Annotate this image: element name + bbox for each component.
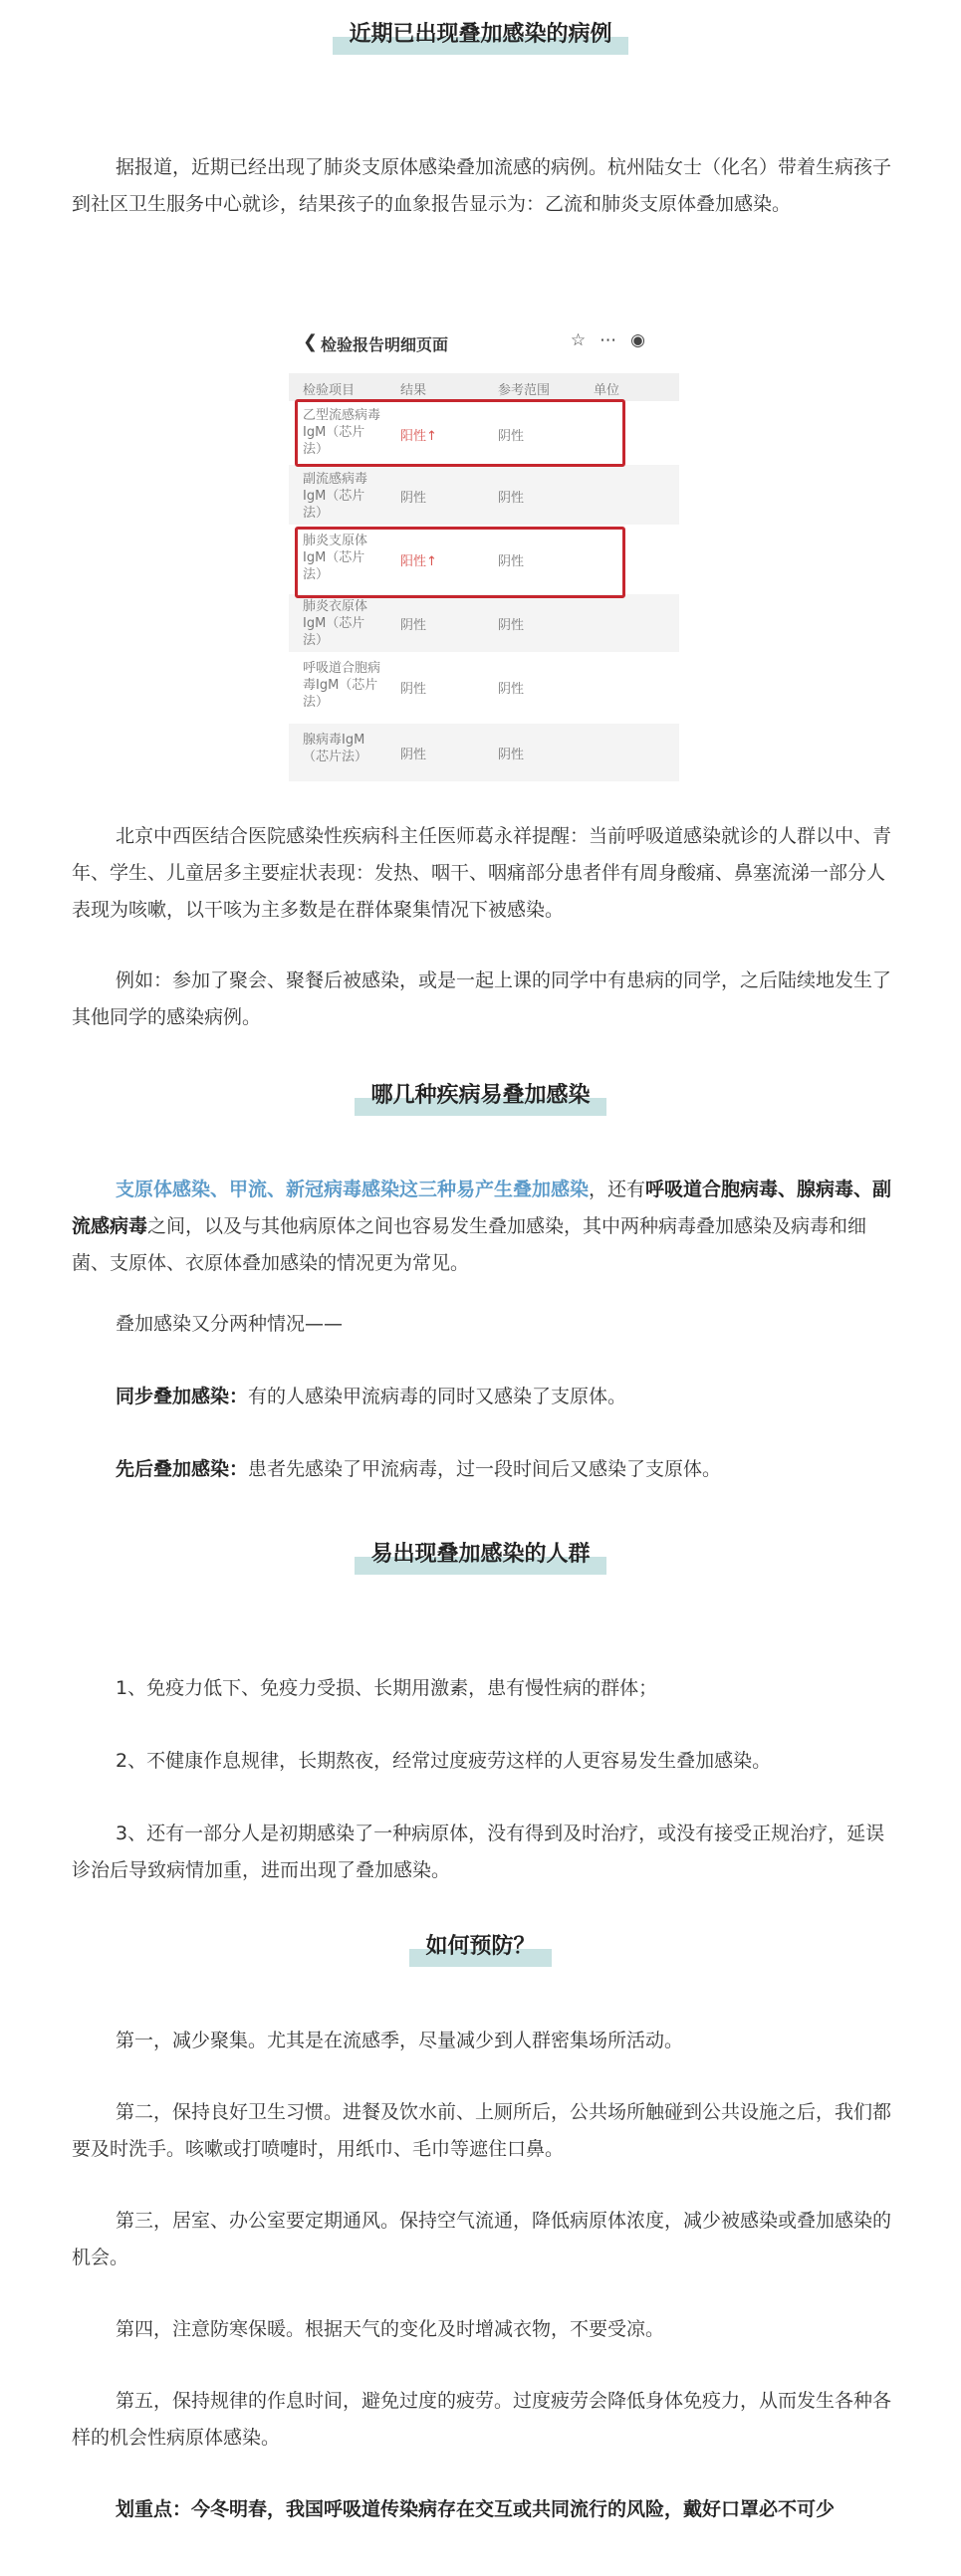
section-heading-prevention: [0, 1930, 961, 1964]
heading-text: 易出现叠加感染的人群: [355, 1538, 605, 1572]
text-rest: 之间，以及与其他病原体之间也容易发生叠加感染，其中两种病毒叠加感染及病毒和细菌、支原体、衣原体叠加感染的情况更为常见。: [72, 1215, 867, 1274]
row-result: 阳性↑: [400, 554, 437, 569]
section-heading-diseases: [0, 1079, 961, 1113]
back-chevron-icon: ❮: [303, 331, 319, 352]
list-item-3: 3、还有一部分人是初期感染了一种病原体，没有得到及时治疗，或没有接受正规治疗，延误诊治后导致病情加重，进而出现了叠加感染。: [72, 1823, 885, 1881]
row-ref: 阴性: [498, 491, 525, 506]
text-sequential: 患者先感染了甲流病毒，过一段时间后又感染了支原体。: [248, 1458, 722, 1480]
list-item-1: 1、免疫力低下、免疫力受损、长期用激素，患有慢性病的群体；: [116, 1677, 658, 1699]
star-icon: ☆: [570, 330, 601, 350]
row-ref: 阴性: [498, 429, 525, 444]
row-item: 肺炎衣原体IgM（芯片法）: [303, 599, 368, 648]
highlight-box: [295, 399, 625, 467]
section-heading-groups: [0, 1538, 961, 1572]
row-item: 乙型流感病毒IgM（芯片法）: [303, 408, 381, 457]
bold-text: 呼吸道合胞病毒、腺病毒、副流感病毒: [72, 1179, 892, 1237]
heading-text: 哪几种疾病易叠加感染: [355, 1079, 605, 1113]
row-item: 腺病毒IgM（芯片法）: [303, 733, 368, 764]
paragraph-two-types: 叠加感染又分两种情况——: [116, 1313, 344, 1335]
report-row: [289, 652, 679, 724]
col-result: 结果: [400, 383, 427, 398]
prevention-item-4: 第四，注意防寒保暖。根据天气的变化及时增减衣物，不要受凉。: [116, 2318, 665, 2340]
col-item: 检验项目: [303, 383, 356, 398]
row-ref: 阴性: [498, 618, 525, 633]
heading-text: 如何预防？: [409, 1930, 551, 1964]
report-title: 检验报告明细页面: [321, 335, 449, 354]
row-result: 阴性: [400, 682, 427, 697]
highlight-text: 支原体感染、甲流、新冠病毒感染这三种易产生叠加感染: [116, 1179, 590, 1200]
lab-report-screenshot: [289, 314, 679, 781]
paragraph-diseases: [72, 1172, 900, 1282]
label-sequential: 先后叠加感染：: [116, 1458, 249, 1480]
heading-text: 近期已出现叠加感染的病例: [333, 18, 627, 52]
report-titlebar: [289, 314, 679, 373]
paragraph-case-report: 据报道，近期已经出现了肺炎支原体感染叠加流感的病例。杭州陆女士（化名）带着生病孩子到社区卫生服务中心就诊，结果孩子的血象报告显示为：乙流和肺炎支原体叠加感染。: [72, 156, 892, 215]
row-result: 阴性: [400, 748, 427, 762]
report-toolbar: [571, 330, 659, 350]
prevention-item-3: 第三，居室、办公室要定期通风。保持空气流通，降低病原体浓度，减少被感染或叠加感染的机会。: [72, 2210, 892, 2268]
paragraph-sync: [116, 1379, 900, 1415]
text-mid: ，还有: [589, 1179, 646, 1200]
report-row: [289, 594, 679, 652]
report-header-row: [289, 373, 679, 401]
col-unit: 单位: [594, 383, 620, 398]
row-ref: 阴性: [498, 554, 525, 569]
target-icon: ◉: [630, 330, 659, 350]
text-sync: 有的人感染甲流病毒的同时又感染了支原体。: [248, 1386, 627, 1407]
col-ref: 参考范围: [498, 383, 551, 398]
key-point: 划重点：今冬明春，我国呼吸道传染病存在交互或共同流行的风险，戴好口罩必不可少: [116, 2498, 836, 2520]
prevention-item-5: 第五，保持规律的作息时间，避免过度的疲劳。过度疲劳会降低身体免疫力，从而发生各种各样的机会性病原体感染。: [72, 2390, 892, 2449]
row-item: 副流感病毒IgM（芯片法）: [303, 472, 368, 521]
highlight-box: [295, 527, 625, 598]
report-row: [289, 465, 679, 525]
list-item-2: 2、不健康作息规律，长期熬夜，经常过度疲劳这样的人更容易发生叠加感染。: [116, 1750, 772, 1772]
paragraph-doctor-advice: 北京中西医结合医院感染性疾病科主任医师葛永祥提醒：当前呼吸道感染就诊的人群以中、青年、学生、儿童居多主要症状表现：发热、咽干、咽痛部分患者伴有周身酸痛、鼻塞流涕一部分人表现为咳嗽，以干咳为主多数是在群体聚集情况下被感染。: [72, 825, 892, 921]
row-result: 阳性↑: [400, 429, 437, 444]
row-item: 肺炎支原体IgM（芯片法）: [303, 534, 368, 582]
row-ref: 阴性: [498, 682, 525, 697]
row-ref: 阴性: [498, 748, 525, 762]
more-icon: ⋯: [600, 330, 631, 350]
paragraph-sequential: [116, 1451, 900, 1488]
row-item: 呼吸道合胞病毒IgM（芯片法）: [303, 661, 381, 710]
prevention-item-1: 第一，减少聚集。尤其是在流感季，尽量减少到人群密集场所活动。: [116, 2030, 684, 2051]
section-heading-cases: [0, 18, 961, 52]
paragraph-example: 例如：参加了聚会、聚餐后被感染，或是一起上课的同学中有患病的同学，之后陆续地发生了其他同学的感染病例。: [72, 969, 892, 1028]
row-result: 阴性: [400, 618, 427, 633]
report-row: [289, 724, 679, 781]
row-result: 阴性: [400, 491, 427, 506]
prevention-item-2: 第二，保持良好卫生习惯。进餐及饮水前、上厕所后，公共场所触碰到公共设施之后，我们都要及时洗手。咳嗽或打喷嚏时，用纸巾、毛巾等遮住口鼻。: [72, 2101, 892, 2160]
label-sync: 同步叠加感染：: [116, 1386, 249, 1407]
